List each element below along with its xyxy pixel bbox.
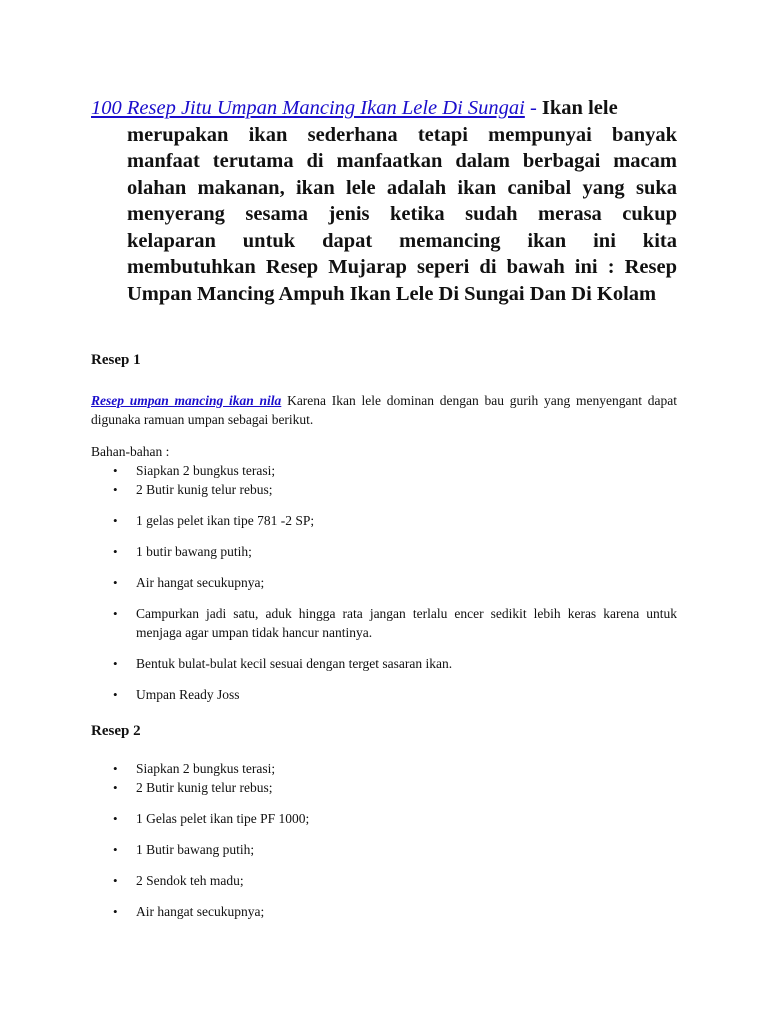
headline-body: merupakan ikan sederhana tetapi mempunyai banyak manfaat terutama di manfaatkan dalam berbagai macam olahan makanan, ikan lele adalah ikan canibal yang suka menyerang sesama jenis ketika sudah merasa cukup kelaparan untuk dapat memancing ikan ini kita membutuhkan Resep Mujarap seperi di bawah ini : Resep Umpan Mancing Ampuh Ikan Lele Di Sungai Dan Di Kolam — [127, 123, 677, 305]
resep-2-item — [113, 872, 677, 891]
resep-2-heading: Resep 2 — [91, 723, 141, 739]
resep-1-intro — [91, 391, 677, 429]
resep-1-item-text: 2 Butir kunig telur rebus; — [136, 482, 273, 497]
bullet-icon: • — [113, 463, 118, 478]
bullet-icon: • — [113, 904, 118, 919]
bullet-icon: • — [113, 513, 118, 528]
resep-1-item-text: Siapkan 2 bungkus terasi; — [136, 463, 276, 478]
resep-2-item — [113, 810, 677, 829]
resep-2-item-text: 1 Gelas pelet ikan tipe PF 1000; — [136, 811, 310, 826]
resep-2-item — [113, 841, 677, 860]
resep-1-item — [113, 686, 677, 705]
bullet-icon: • — [113, 575, 118, 590]
bullet-icon: • — [113, 606, 118, 621]
headline-dash: - — [524, 97, 542, 119]
resep-1-item — [113, 605, 677, 642]
bullet-icon: • — [113, 780, 118, 795]
bullet-icon: • — [113, 811, 118, 826]
resep-umpan-nila-link[interactable]: Resep umpan mancing ikan nila — [91, 393, 282, 408]
resep-1-intro-text: Karena Ikan lele dominan dengan bau gurih yang menyengant dapat digunaka ramuan umpan sebagai berikut. — [91, 393, 677, 427]
bullet-icon: • — [113, 842, 118, 857]
resep-2-item-text: 2 Sendok teh madu; — [136, 873, 244, 888]
bullet-icon: • — [113, 687, 118, 702]
resep-1-item-text: 1 butir bawang putih; — [136, 544, 252, 559]
resep-1-item — [113, 512, 677, 531]
headline-first-line — [91, 95, 677, 122]
bullet-icon: • — [113, 482, 118, 497]
resep-1-item-text: Air hangat secukupnya; — [136, 575, 265, 590]
resep-2-item — [113, 779, 677, 798]
resep-2-item-text: Siapkan 2 bungkus terasi; — [136, 761, 276, 776]
resep-2-item-text: Air hangat secukupnya; — [136, 904, 265, 919]
resep-1-item-text: Umpan Ready Joss — [136, 687, 240, 702]
bullet-icon: • — [113, 873, 118, 888]
resep-2-item — [113, 903, 677, 922]
resep-1-item — [113, 574, 677, 593]
resep-1-item — [113, 462, 677, 481]
resep-1-item-text: Campurkan jadi satu, aduk hingga rata jangan terlalu encer sedikit lebih keras karena untuk menjaga agar umpan tidak hancur nantinya. — [136, 606, 677, 640]
resep-2-item — [113, 760, 677, 779]
headline-paragraph — [91, 95, 677, 307]
resep-2-item-text: 2 Butir kunig telur rebus; — [136, 780, 273, 795]
resep-1-item-text: Bentuk bulat-bulat kecil sesuai dengan terget sasaran ikan. — [136, 656, 453, 671]
resep-1-item-text: 1 gelas pelet ikan tipe 781 -2 SP; — [136, 513, 315, 528]
headline-first-text: Ikan lele — [541, 97, 618, 119]
bullet-icon: • — [113, 544, 118, 559]
resep-1-item — [113, 481, 677, 500]
headline-link[interactable]: 100 Resep Jitu Umpan Mancing Ikan Lele Di Sungai — [91, 97, 525, 119]
bahan-label: Bahan-bahan : — [91, 444, 170, 459]
resep-1-heading: Resep 1 — [91, 352, 141, 368]
bullet-icon: • — [113, 656, 118, 671]
resep-1-item — [113, 655, 677, 674]
resep-2-item-text: 1 Butir bawang putih; — [136, 842, 255, 857]
resep-1-item — [113, 543, 677, 562]
bullet-icon: • — [113, 761, 118, 776]
